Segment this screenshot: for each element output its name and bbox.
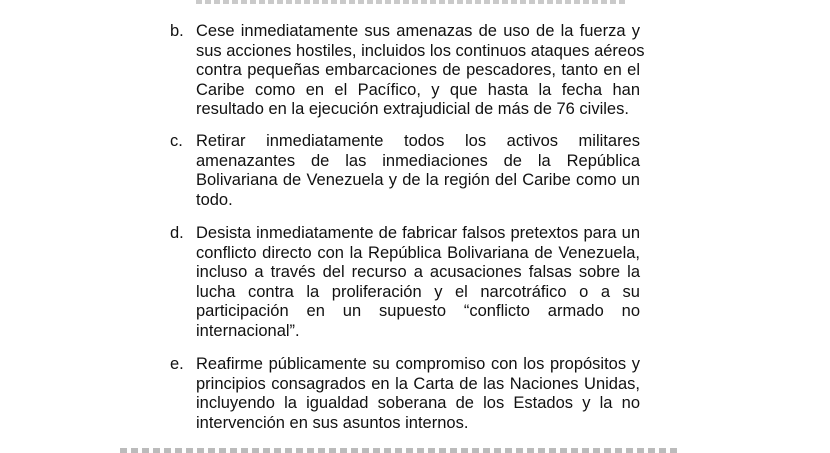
text-line: Reafirme públicamente su compromiso con los propósitos y <box>196 355 640 373</box>
cropped-text-bottom <box>120 448 680 453</box>
text-line: Bolivariana de Venezuela y de la región del Caribe como un <box>196 171 640 189</box>
cropped-text-top <box>190 0 670 6</box>
list-marker: c. <box>170 132 183 150</box>
list-item-e <box>170 355 640 433</box>
text-line: Caribe como en el Pacífico, y que hasta la fecha han <box>196 80 640 99</box>
text-line: lucha contra la proliferación y el narcotráfico o a su <box>196 282 640 301</box>
text-line: contra pequeñas embarcaciones de pescadores, tanto en el <box>196 61 640 79</box>
list-item-text <box>196 132 640 210</box>
list-item-b <box>170 22 645 120</box>
text-line: Desista inmediatamente de fabricar falsos pretextos para un <box>196 224 640 242</box>
text-line: Cese inmediatamente sus amenazas de uso de la fuerza y <box>196 22 640 40</box>
list-item-c <box>170 132 640 210</box>
list-item-text <box>196 22 645 120</box>
text-line: amenazantes de las inmediaciones de la República <box>196 151 640 170</box>
list-marker: e. <box>170 355 184 373</box>
text-line: internacional”. <box>196 321 300 340</box>
list-item-text <box>196 355 640 433</box>
list-marker: b. <box>170 22 184 40</box>
text-line: principios consagrados en la Carta de las Naciones Unidas, <box>196 374 640 393</box>
text-line: incluyendo la igualdad soberana de los Estados y la no <box>196 394 640 412</box>
text-line: todo. <box>196 190 233 209</box>
list-marker: d. <box>170 224 184 242</box>
text-line: sus acciones hostiles, incluidos los continuos ataques aéreos <box>196 41 645 60</box>
list-item-text <box>196 224 640 341</box>
text-line: Retirar inmediatamente todos los activos militares <box>196 132 640 150</box>
text-line: participación en un supuesto “conflicto armado no <box>196 302 640 320</box>
text-line: incluso a través del recurso a acusaciones falsas sobre la <box>196 263 640 281</box>
text-line: intervención en sus asuntos internos. <box>196 413 469 432</box>
text-line: resultado en la ejecución extrajudicial de más de 76 civiles. <box>196 100 629 118</box>
list-item-d <box>170 224 640 341</box>
text-line: conflicto directo con la República Bolivariana de Venezuela, <box>196 243 640 262</box>
